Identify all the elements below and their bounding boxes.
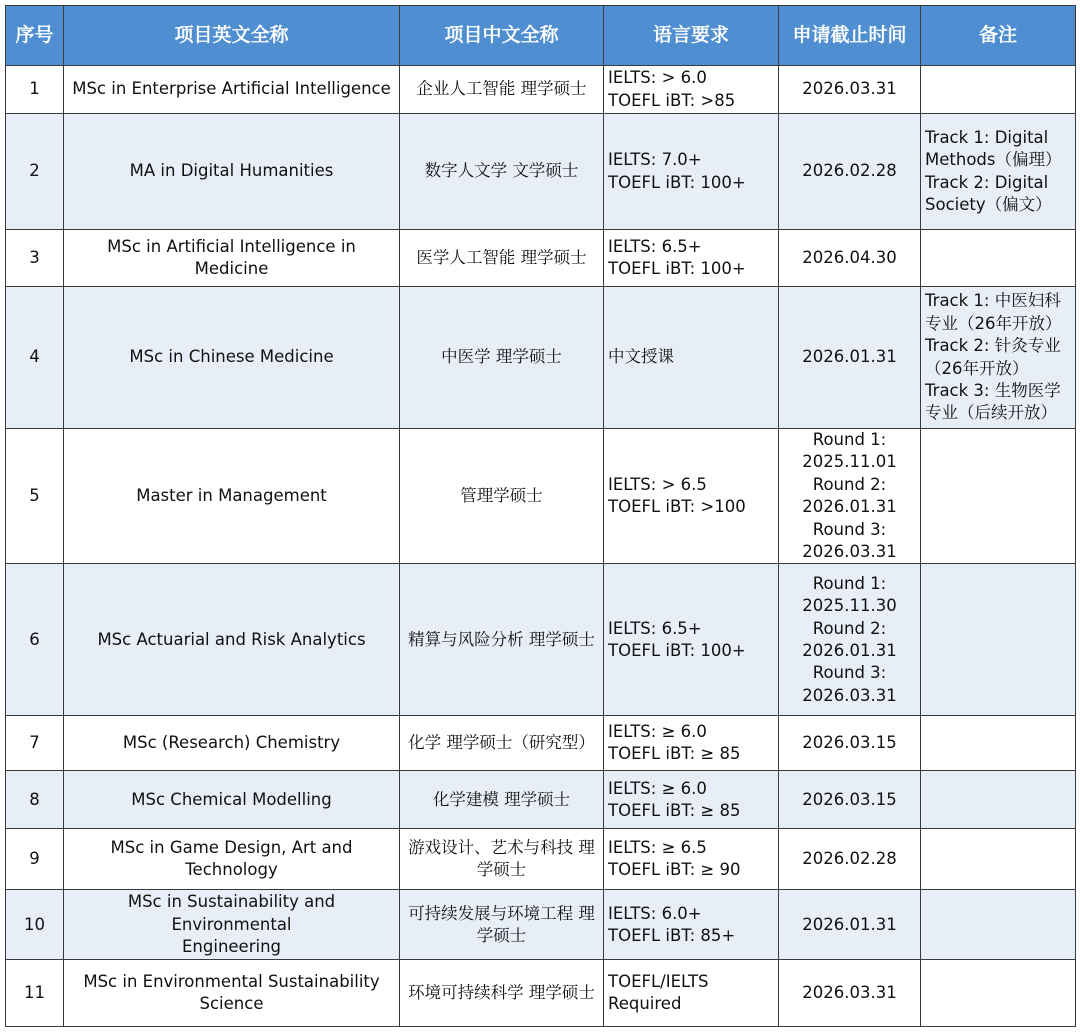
cell-language-line: IELTS: > 6.5 [608,474,707,494]
cell-en-name-line: MSc in Game Design, Art and Technology [110,838,353,880]
cell-notes [921,564,1076,716]
table-row [6,829,1076,890]
program-table [5,5,1076,1027]
cell-cn-name-line: 医学人工智能 理学硕士 [416,247,587,267]
cell-deadline [779,66,921,114]
cell-notes [921,829,1076,890]
cell-notes [921,230,1076,287]
cell-language [604,287,779,429]
table-row [6,564,1076,716]
cell-en-name-line: Master in Management [136,486,327,506]
cell-language-line: TOEFL iBT: >100 [608,497,746,517]
cell-no: 5 [6,429,64,564]
cell-no: 8 [6,771,64,829]
table-row [6,429,1076,564]
cell-language [604,890,779,960]
cell-deadline-line: 2026.03.31 [802,685,897,705]
cell-language-line: IELTS: 6.5+ [608,618,702,638]
cell-notes-line: Track 2: 针灸专业 [925,336,1061,356]
cell-deadline [779,564,921,716]
cell-no: 3 [6,230,64,287]
cell-deadline [779,890,921,960]
cell-language-line: Required [608,994,682,1014]
cell-deadline-line: Round 3: [812,519,887,539]
cell-language [604,66,779,114]
cell-notes [921,960,1076,1027]
table-row [6,287,1076,429]
cell-cn-name-line: 化学 理学硕士（研究型） [408,733,595,753]
cell-cn-name [400,716,604,771]
cell-notes [921,66,1076,114]
cell-cn-name-line: 可持续发展与环境工程 理 [408,903,595,923]
cell-deadline-line: 2026.02.28 [802,849,897,869]
cell-notes [921,771,1076,829]
cell-cn-name-line: 精算与风险分析 理学硕士 [408,629,595,649]
cell-no: 11 [6,960,64,1027]
cell-no: 7 [6,716,64,771]
cell-notes-line: 专业（26年开放） [925,313,1062,333]
cell-en-name-line: MSc in Environmental Sustainability [83,972,380,992]
cell-deadline-line: Round 1: [812,430,887,449]
cell-en-name-line: MSc in Artificial Intelligence in Medicine [107,236,356,278]
cell-cn-name-line: 化学建模 理学硕士 [432,789,571,809]
cell-no: 10 [6,890,64,960]
table-row [6,716,1076,771]
cell-no: 9 [6,829,64,890]
cell-deadline-line: 2026.03.15 [802,789,897,809]
cell-language [604,564,779,716]
cell-deadline-line: 2026.01.31 [802,347,897,367]
cell-language [604,960,779,1027]
header-en-name: 项目英文全称 [64,6,400,66]
cell-cn-name-line: 企业人工智能 理学硕士 [416,79,587,99]
cell-cn-name-line: 学硕士 [476,925,527,945]
cell-language [604,716,779,771]
cell-cn-name [400,429,604,564]
cell-notes-line: Track 2: Digital [925,172,1049,192]
cell-deadline [779,230,921,287]
cell-deadline-line: 2025.11.01 [802,452,897,472]
cell-en-name-line: MSc in Chinese Medicine [129,347,334,367]
cell-en-name-line: Engineering [182,937,281,957]
cell-cn-name [400,960,604,1027]
cell-en-name [64,230,400,287]
cell-cn-name-line: 环境可持续科学 理学硕士 [408,983,595,1003]
cell-notes-line: Track 1: Digital [925,127,1049,147]
cell-notes [921,429,1076,564]
cell-cn-name [400,114,604,230]
cell-en-name [64,114,400,230]
cell-en-name-line: MSc Chemical Modelling [131,789,332,809]
cell-deadline-line: 2026.03.31 [802,542,897,562]
table-row [6,66,1076,114]
cell-cn-name-line: 学硕士 [476,860,527,880]
cell-deadline [779,114,921,230]
cell-deadline-line: Round 2: [812,618,887,638]
cell-deadline-line: 2026.01.31 [802,640,897,660]
cell-language-line: 中文授课 [608,347,674,367]
cell-en-name [64,429,400,564]
cell-language [604,771,779,829]
cell-language-line: TOEFL iBT: 100+ [608,172,746,192]
cell-notes [921,716,1076,771]
cell-deadline [779,960,921,1027]
cell-language-line: TOEFL iBT: 100+ [608,640,746,660]
cell-deadline-line: 2026.03.31 [802,79,897,99]
cell-en-name-line: MA in Digital Humanities [129,161,334,181]
cell-en-name-line: MSc Actuarial and Risk Analytics [97,629,366,649]
cell-no: 1 [6,66,64,114]
header-cn-name: 项目中文全称 [400,6,604,66]
header-deadline: 申请截止时间 [779,6,921,66]
cell-en-name-line: MSc in Enterprise Artificial Intelligence [72,79,391,99]
cell-language-line: IELTS: ≥ 6.5 [608,838,707,858]
cell-deadline-line: 2026.01.31 [802,497,897,517]
cell-en-name [64,960,400,1027]
cell-notes [921,114,1076,230]
cell-language [604,114,779,230]
cell-cn-name [400,287,604,429]
cell-language-line: TOEFL iBT: 100+ [608,259,746,278]
cell-language-line: TOEFL iBT: ≥ 85 [608,744,741,764]
cell-cn-name [400,890,604,960]
cell-deadline [779,829,921,890]
header-row [6,6,1076,66]
cell-language-line: TOEFL/IELTS [608,972,709,992]
cell-cn-name [400,66,604,114]
cell-deadline-line: 2026.02.28 [802,161,897,181]
cell-cn-name [400,564,604,716]
cell-cn-name [400,230,604,287]
cell-en-name [64,564,400,716]
cell-language-line: IELTS: 6.5+ [608,236,702,256]
cell-no: 6 [6,564,64,716]
cell-notes [921,890,1076,960]
cell-language [604,230,779,287]
cell-language-line: TOEFL iBT: 85+ [608,925,736,945]
cell-language-line: IELTS: ≥ 6.0 [608,722,707,742]
cell-deadline-line: Round 2: [812,474,887,494]
cell-en-name [64,890,400,960]
cell-notes-line: Track 1: 中医妇科 [925,291,1061,311]
cell-notes-line: Society（偏文） [925,194,1052,214]
cell-language-line: IELTS: 6.0+ [608,903,702,923]
cell-cn-name [400,829,604,890]
cell-deadline-line: 2026.04.30 [802,247,897,267]
cell-cn-name-line: 数字人文学 文学硕士 [424,161,579,181]
cell-language-line: TOEFL iBT: >85 [608,90,736,110]
cell-deadline-line: 2026.03.15 [802,733,897,753]
cell-language-line: IELTS: ≥ 6.0 [608,778,707,798]
cell-cn-name-line: 中医学 理学硕士 [441,347,562,367]
cell-language-line: IELTS: > 6.0 [608,68,707,88]
cell-en-name [64,287,400,429]
cell-language [604,829,779,890]
cell-cn-name-line: 游戏设计、艺术与科技 理 [408,838,595,858]
table-row [6,230,1076,287]
header-language: 语言要求 [604,6,779,66]
cell-notes-line: Track 3: 生物医学 [925,380,1061,400]
table-row [6,960,1076,1027]
cell-language-line: IELTS: 7.0+ [608,150,702,170]
cell-deadline [779,429,921,564]
cell-deadline-line: 2026.03.31 [802,983,897,1003]
cell-deadline [779,716,921,771]
table-body [6,66,1076,1027]
cell-notes-line: 专业（后续开放） [925,403,1057,423]
cell-deadline-line: Round 3: [812,663,887,683]
table-row [6,771,1076,829]
cell-cn-name [400,771,604,829]
cell-deadline [779,287,921,429]
cell-deadline-line: Round 1: [812,573,887,593]
cell-deadline [779,771,921,829]
cell-en-name-line: MSc in Sustainability and Environmental [127,892,336,934]
cell-language-line: TOEFL iBT: ≥ 85 [608,800,741,820]
cell-deadline-line: 2025.11.30 [802,596,897,616]
cell-notes-line: （26年开放） [925,358,1029,378]
cell-deadline-line: 2026.01.31 [802,914,897,934]
cell-language [604,429,779,564]
cell-en-name [64,716,400,771]
header-notes: 备注 [921,6,1076,66]
cell-language-line: TOEFL iBT: ≥ 90 [608,860,741,880]
cell-no: 4 [6,287,64,429]
cell-en-name [64,66,400,114]
cell-no: 2 [6,114,64,230]
cell-notes-line: Methods（偏理） [925,150,1062,170]
cell-notes [921,287,1076,429]
cell-en-name [64,771,400,829]
cell-en-name-line: MSc (Research) Chemistry [122,733,341,753]
table-row [6,890,1076,960]
table-row [6,114,1076,230]
header-no: 序号 [6,6,64,66]
cell-cn-name-line: 管理学硕士 [460,486,543,506]
cell-en-name [64,829,400,890]
cell-en-name-line: Science [199,994,264,1014]
